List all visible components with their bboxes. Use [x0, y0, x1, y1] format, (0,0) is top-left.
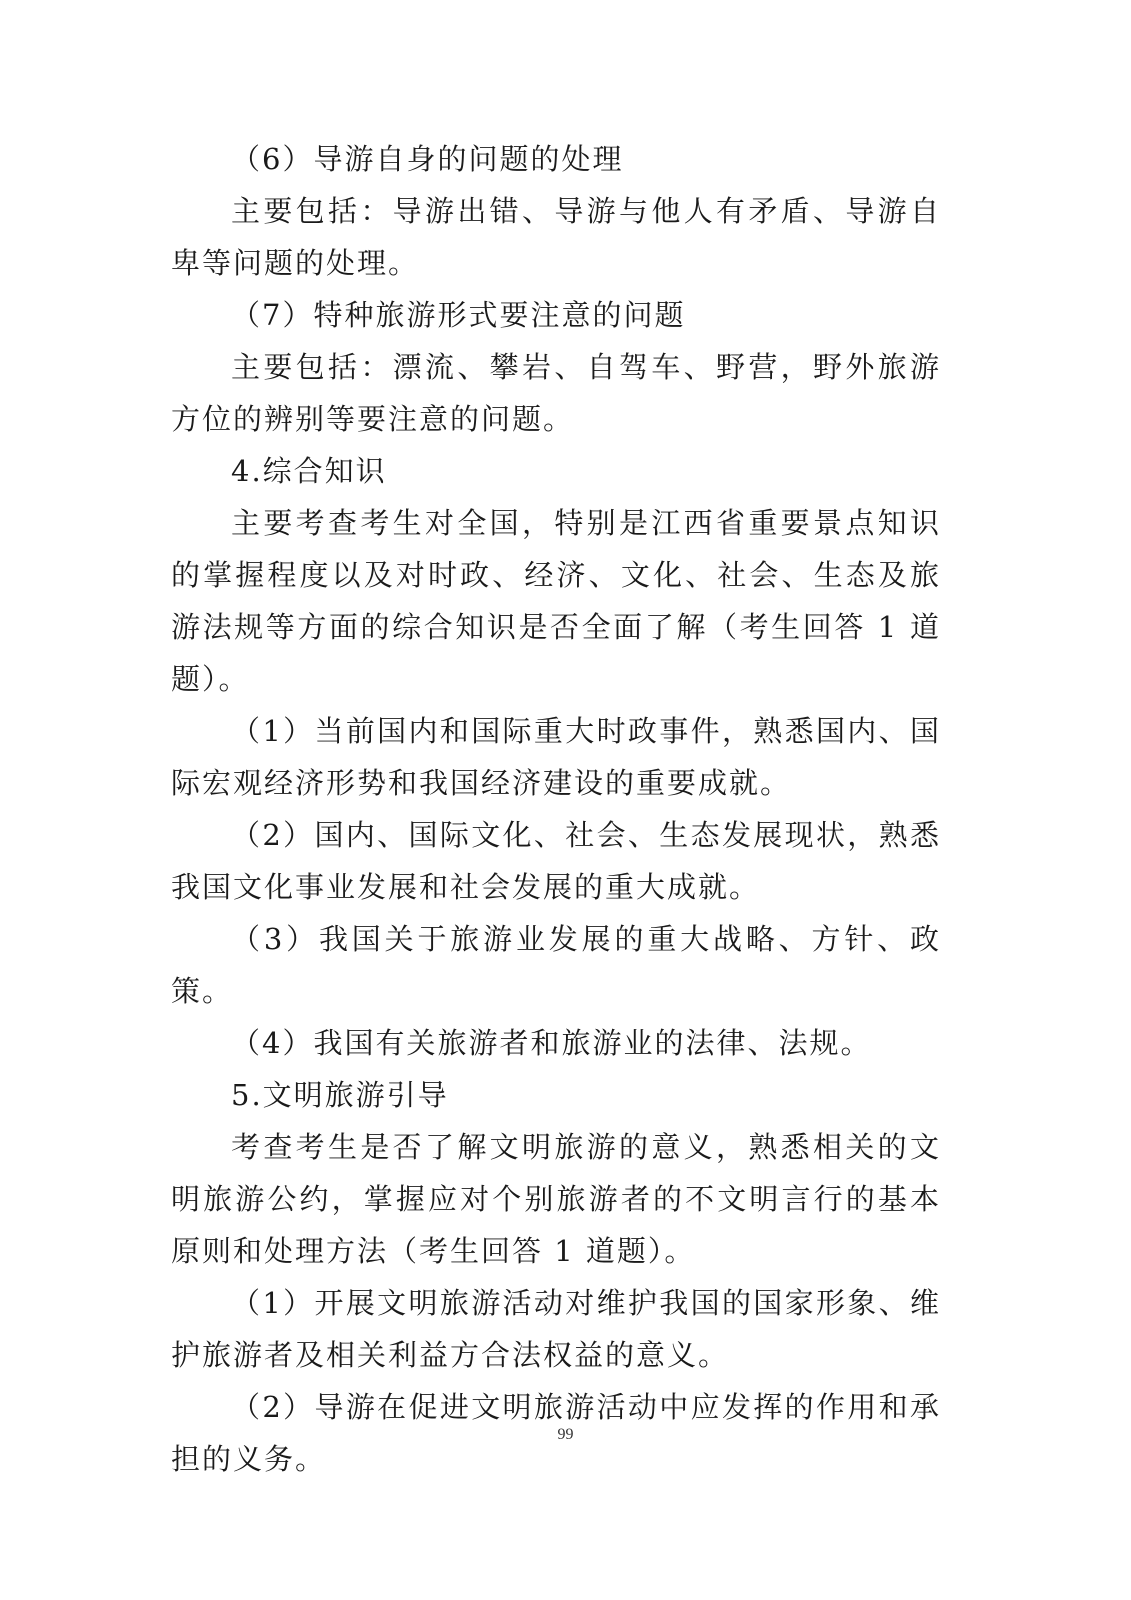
document-body — [171, 133, 941, 1485]
list-item: （3）我国关于旅游业发展的重大战略、方针、政策。 — [171, 922, 941, 1008]
paragraph: 考查考生是否了解文明旅游的意义，熟悉相关的文明旅游公约，掌握应对个别旅游者的不文明言行的基本原则和处理方法（考生回答 1 道题）。 — [171, 1130, 941, 1268]
subsection-heading-7: （7）特种旅游形式要注意的问题 — [231, 298, 686, 332]
paragraph: 主要包括：漂流、攀岩、自驾车、野营，野外旅游方位的辨别等要注意的问题。 — [171, 350, 941, 436]
section-heading-4: 4.综合知识 — [231, 454, 387, 488]
list-item: （1）当前国内和国际重大时政事件，熟悉国内、国际宏观经济形势和我国经济建设的重要成就。 — [171, 714, 941, 800]
list-item: （1）开展文明旅游活动对维护我国的国家形象、维护旅游者及相关利益方合法权益的意义。 — [171, 1286, 941, 1372]
page-number: 99 — [557, 1426, 574, 1443]
paragraph: 主要考查考生对全国，特别是江西省重要景点知识的掌握程度以及对时政、经济、文化、社会、生态及旅游法规等方面的综合知识是否全面了解（考生回答 1 道题）。 — [171, 506, 941, 696]
list-item: （2）导游在促进文明旅游活动中应发挥的作用和承担的义务。 — [171, 1390, 941, 1476]
subsection-heading-6: （6）导游自身的问题的处理 — [231, 142, 624, 176]
list-item: （2）国内、国际文化、社会、生态发展现状，熟悉我国文化事业发展和社会发展的重大成就。 — [171, 818, 941, 904]
section-heading-5: 5.文明旅游引导 — [231, 1078, 449, 1112]
list-item: （4）我国有关旅游者和旅游业的法律、法规。 — [231, 1026, 872, 1060]
paragraph: 主要包括：导游出错、导游与他人有矛盾、导游自卑等问题的处理。 — [171, 194, 941, 280]
